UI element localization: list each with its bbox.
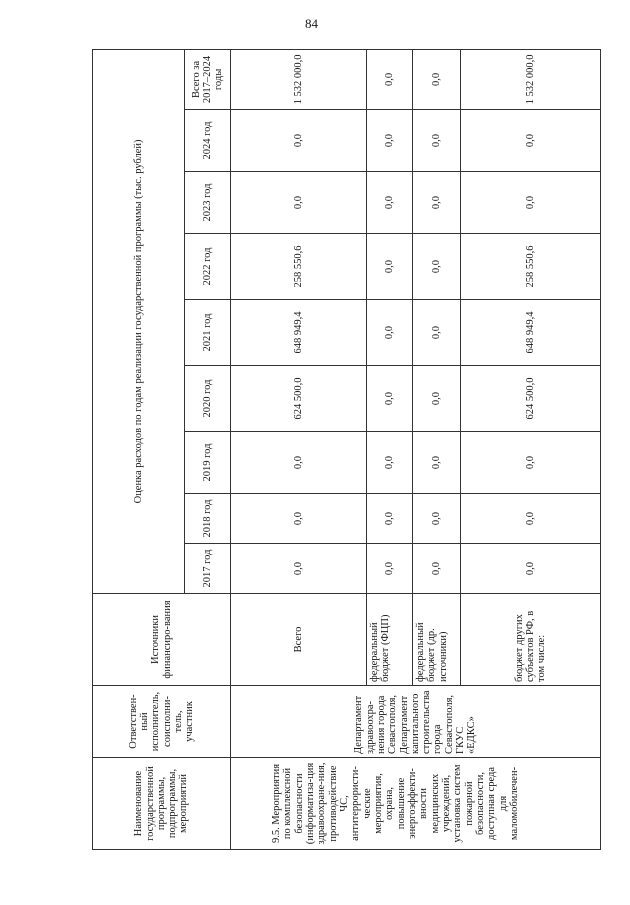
value-cell: 648 949,4 bbox=[231, 300, 367, 366]
value-cell: 0,0 bbox=[231, 494, 367, 544]
value-cell: 0,0 bbox=[413, 432, 461, 494]
value-cell: 0,0 bbox=[413, 172, 461, 234]
budget-table-rotated bbox=[92, 50, 554, 850]
value-cell: 0,0 bbox=[231, 172, 367, 234]
value-cell: 648 949,4 bbox=[461, 300, 601, 366]
value-cell: 0,0 bbox=[461, 544, 601, 594]
header-year: 2024 год bbox=[185, 110, 231, 172]
value-cell: 0,0 bbox=[461, 172, 601, 234]
page-number: 84 bbox=[305, 16, 318, 31]
value-cell: 0,0 bbox=[231, 544, 367, 594]
value-cell: 0,0 bbox=[413, 544, 461, 594]
header-name: Наименование государственной программы, подпрограммы, мероприятий bbox=[93, 758, 231, 850]
header-year: 2021 год bbox=[185, 300, 231, 366]
table-row bbox=[231, 49, 367, 849]
value-cell: 0,0 bbox=[413, 366, 461, 432]
header-year: 2019 год bbox=[185, 432, 231, 494]
value-cell: 624 500,0 bbox=[461, 366, 601, 432]
budget-table bbox=[92, 49, 601, 850]
value-cell: 0,0 bbox=[461, 110, 601, 172]
value-cell: 0,0 bbox=[367, 366, 413, 432]
value-cell: 0,0 bbox=[367, 234, 413, 300]
header-year: 2023 год bbox=[185, 172, 231, 234]
value-cell: 0,0 bbox=[413, 49, 461, 109]
value-cell: 0,0 bbox=[413, 494, 461, 544]
header-estimate: Оценка расходов по годам реализации государственной программы (тыс. рублей) bbox=[93, 49, 185, 593]
value-cell: 0,0 bbox=[231, 432, 367, 494]
value-cell: 0,0 bbox=[367, 300, 413, 366]
value-cell: 0,0 bbox=[231, 110, 367, 172]
header-year: 2018 год bbox=[185, 494, 231, 544]
value-cell: 0,0 bbox=[413, 110, 461, 172]
header-year: 2017 год bbox=[185, 544, 231, 594]
header-source: Источники финансиро-вания bbox=[93, 594, 231, 686]
value-cell: 0,0 bbox=[367, 432, 413, 494]
source-cell: бюджет других субъектов РФ, в том числе: bbox=[461, 594, 601, 686]
value-cell: 624 500,0 bbox=[231, 366, 367, 432]
value-cell: 1 532 000,0 bbox=[231, 49, 367, 109]
value-cell: 0,0 bbox=[413, 300, 461, 366]
source-cell: федеральный бюджет (др. источники) bbox=[413, 594, 461, 686]
value-cell: 0,0 bbox=[367, 110, 413, 172]
responsible-cell: Департамент здравоохра-нения города Севастополя, Департамент капитального строительства города Севастополя, ГКУС «ЕДКС» bbox=[231, 686, 601, 758]
header-year: 2022 год bbox=[185, 234, 231, 300]
value-cell: 0,0 bbox=[413, 234, 461, 300]
source-cell: Всего bbox=[231, 594, 367, 686]
value-cell: 0,0 bbox=[461, 494, 601, 544]
header-year-total: Всего за 2017–2024 годы bbox=[185, 49, 231, 109]
header-responsible: Ответствен-ный исполнитель, соисполни-тель, участник bbox=[93, 686, 231, 758]
value-cell: 0,0 bbox=[367, 49, 413, 109]
value-cell: 0,0 bbox=[367, 544, 413, 594]
value-cell: 0,0 bbox=[367, 494, 413, 544]
source-cell: федеральный бюджет (ФЦП) bbox=[367, 594, 413, 686]
measure-name: 9.5. Мероприятия по комплексной безопасности (информатиза-ция здравоохране-ния, противодействие ЧС, антитеррористи-ческие мероприятия, охрана, повышение энергоэффекти-вности медицинских учреждений, установка систем пожарной безопасности, доступная среда для маломобилечен- bbox=[231, 758, 601, 850]
value-cell: 258 550,6 bbox=[461, 234, 601, 300]
value-cell: 258 550,6 bbox=[231, 234, 367, 300]
value-cell: 0,0 bbox=[461, 432, 601, 494]
header-year: 2020 год bbox=[185, 366, 231, 432]
value-cell: 0,0 bbox=[367, 172, 413, 234]
value-cell: 1 532 000,0 bbox=[461, 49, 601, 109]
